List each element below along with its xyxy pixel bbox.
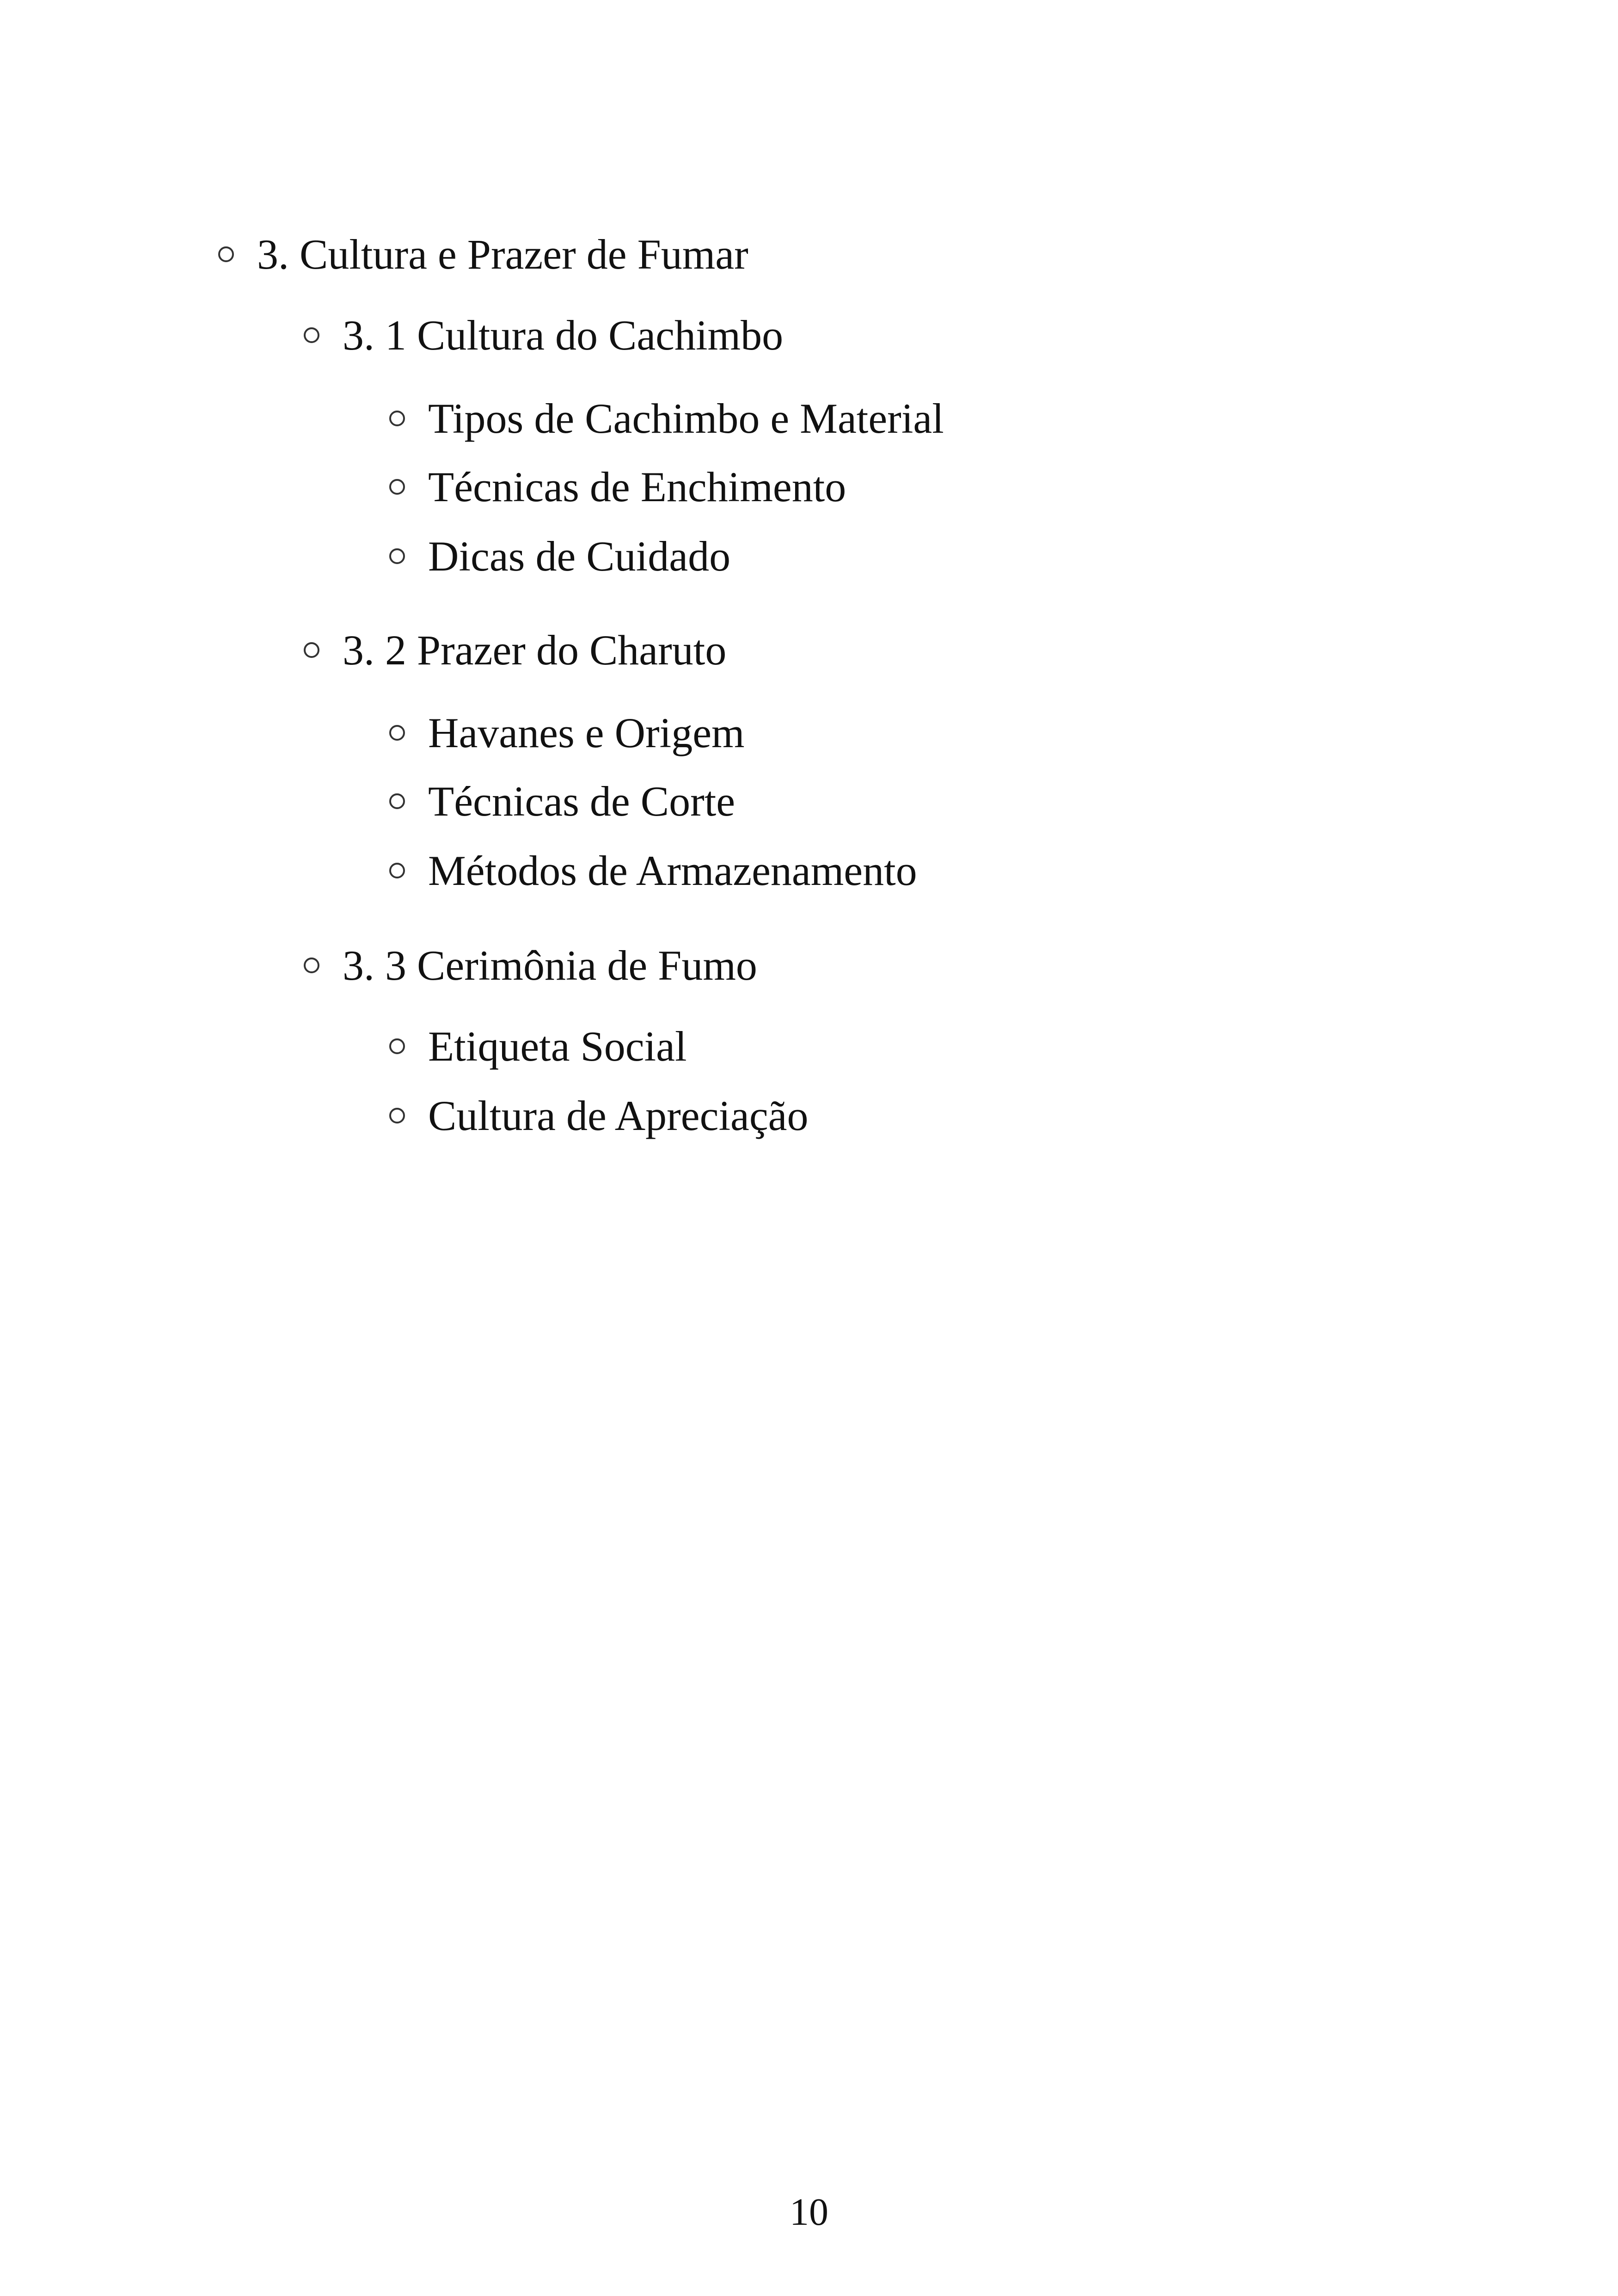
outline-item (389, 528, 730, 584)
outline-item-label: Dicas de Cuidado (428, 533, 731, 580)
outline-item (389, 774, 735, 829)
outline-subsection-label: 3. 1 Cultura do Cachimbo (343, 312, 784, 359)
outline-section-3 (218, 227, 748, 282)
outline-item (389, 459, 846, 515)
outline-item-label: Métodos de Armazenamento (428, 847, 917, 894)
outline-item (389, 1088, 809, 1143)
circle-bullet-icon (389, 548, 405, 564)
circle-bullet-icon (389, 1108, 405, 1123)
outline-item-label: Havanes e Origem (428, 709, 745, 756)
outline-item-label: Técnicas de Corte (428, 778, 735, 825)
circle-bullet-icon (389, 863, 405, 878)
circle-bullet-icon (389, 1038, 405, 1054)
circle-bullet-icon (389, 411, 405, 426)
outline-item (389, 1019, 687, 1074)
outline-subsection-3-3 (304, 938, 757, 993)
circle-bullet-icon (218, 246, 234, 262)
outline-section-label: 3. Cultura e Prazer de Fumar (257, 231, 748, 278)
circle-bullet-icon (304, 327, 319, 343)
circle-bullet-icon (304, 642, 319, 658)
outline-item (389, 843, 917, 898)
outline-subsection-3-1 (304, 307, 783, 363)
outline-item (389, 705, 745, 761)
circle-bullet-icon (389, 725, 405, 741)
circle-bullet-icon (389, 479, 405, 495)
circle-bullet-icon (304, 958, 319, 973)
outline-item-label: Cultura de Apreciação (428, 1092, 809, 1139)
outline-subsection-label: 3. 3 Cerimônia de Fumo (343, 942, 757, 989)
outline-subsection-label: 3. 2 Prazer do Charuto (343, 626, 727, 674)
outline-item-label: Etiqueta Social (428, 1023, 687, 1070)
outline-item (389, 391, 944, 446)
outline-subsection-3-2 (304, 622, 726, 678)
outline-item-label: Tipos de Cachimbo e Material (428, 395, 944, 442)
circle-bullet-icon (389, 793, 405, 809)
page-number: 10 (790, 2191, 828, 2234)
outline-item-label: Técnicas de Enchimento (428, 463, 846, 510)
